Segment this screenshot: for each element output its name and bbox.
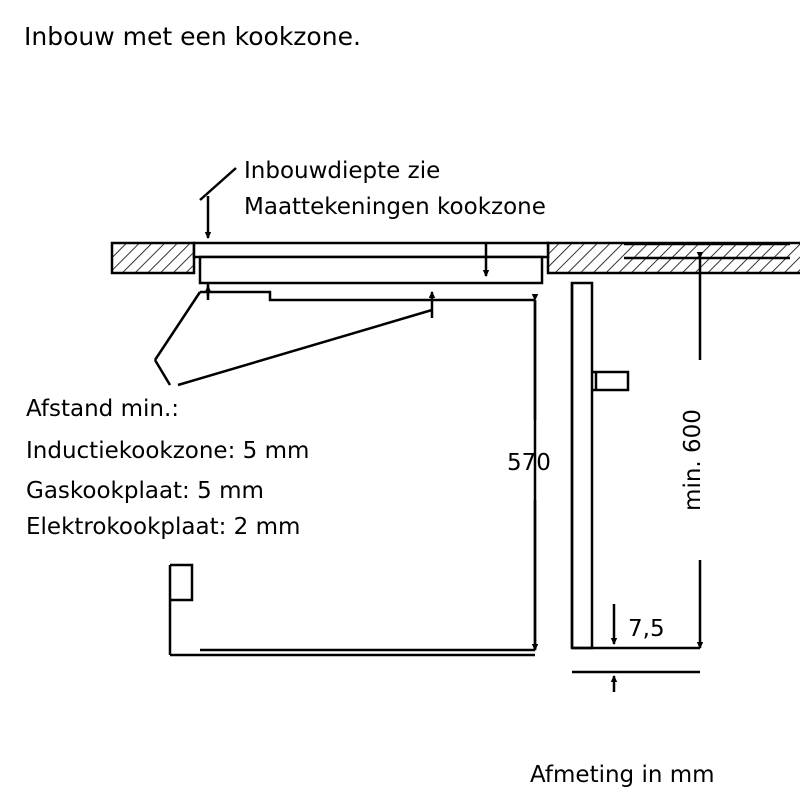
dimension-570-label: 570	[507, 450, 551, 476]
oven-outline	[155, 292, 535, 655]
distance-induction: Inductiekookzone: 5 mm	[26, 438, 310, 464]
depth-note-line2: Maattekeningen kookzone	[244, 194, 546, 220]
dimension-75-label: 7,5	[628, 616, 665, 642]
distance-gas: Gaskookplaat: 5 mm	[26, 478, 264, 504]
units-note: Afmeting in mm	[530, 762, 715, 788]
distance-leader	[178, 310, 432, 385]
cooktop-body	[194, 243, 548, 283]
depth-note-leader	[200, 168, 236, 238]
dimension-min600	[624, 244, 790, 648]
distance-electric: Elektrokookplaat: 2 mm	[26, 514, 301, 540]
oven-door	[572, 283, 628, 648]
page-title: Inbouw met een kookzone.	[24, 22, 361, 51]
depth-note-line1: Inbouwdiepte zie	[244, 158, 441, 184]
plinth-lines	[572, 648, 700, 672]
distance-heading: Afstand min.:	[26, 396, 180, 422]
dimension-min600-label: min. 600	[680, 409, 706, 511]
